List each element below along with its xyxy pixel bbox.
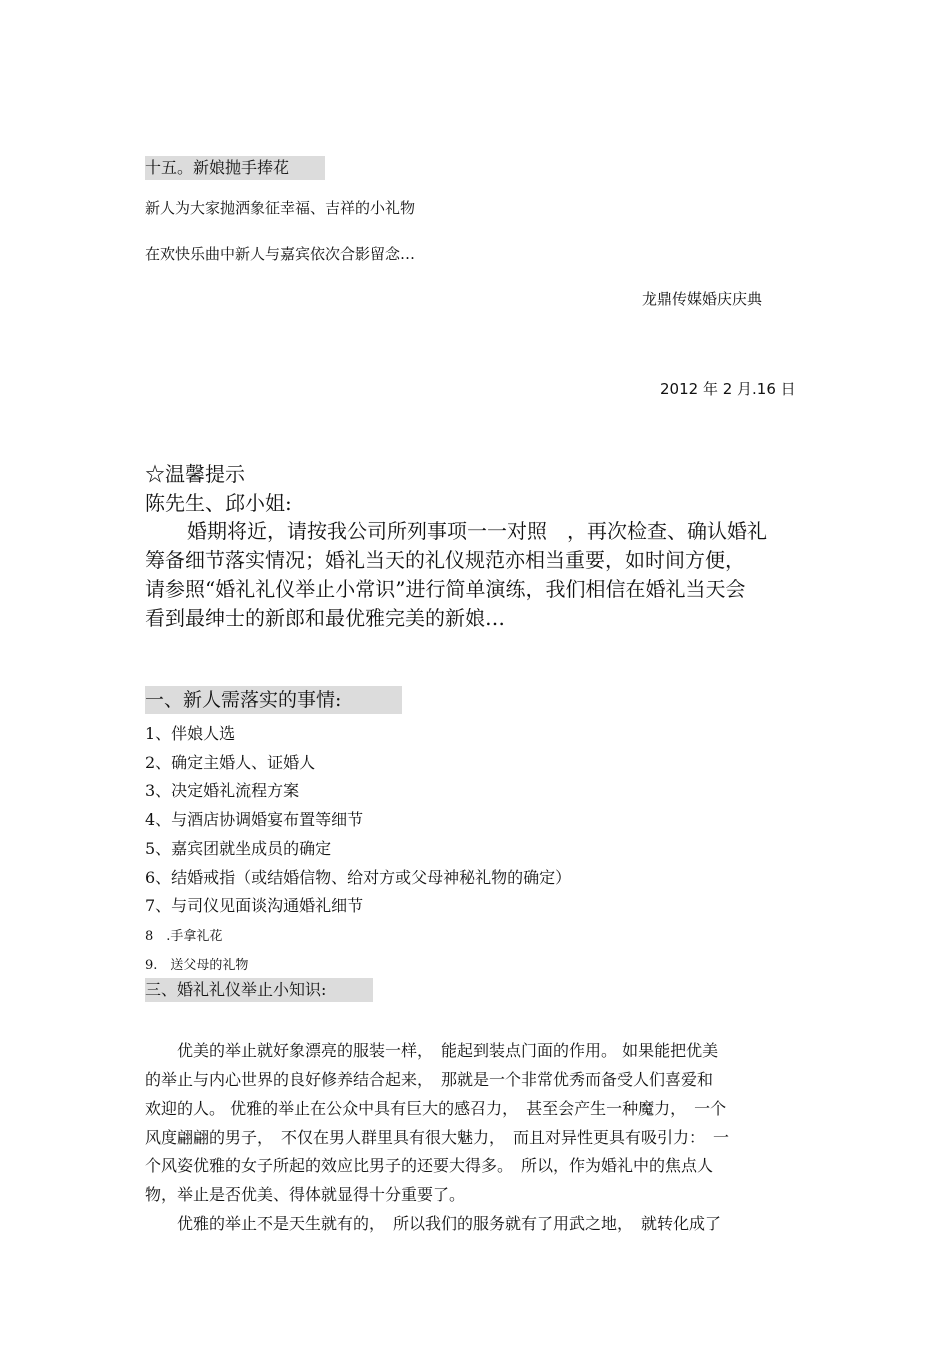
list-item: 3、决定婚礼流程方案 xyxy=(145,781,300,800)
body-line: 个风姿优雅的女子所起的效应比男子的还要大得多。 所以，作为婚礼中的焦点人 xyxy=(145,1156,714,1175)
list-item: 6、结婚戒指（或结婚信物、给对方或父母神秘礼物的确定） xyxy=(145,868,572,887)
list-item: 5、嘉宾团就坐成员的确定 xyxy=(145,839,332,858)
list-item: 1、伴娘人选 xyxy=(145,724,236,743)
reminder-line: 请参照“婚礼礼仪举止小常识”进行简单演练，我们相信在婚礼当天会 xyxy=(145,577,746,601)
document-date: 2012 年 2 月.16 日 xyxy=(660,380,796,398)
reminder-line: 看到最绅士的新郎和最优雅完美的新娘… xyxy=(145,606,505,630)
list-item: 8 .手拿礼花 xyxy=(145,929,223,944)
list-item: 2、确定主婚人、证婚人 xyxy=(145,753,316,772)
list-item: 4、与酒店协调婚宴布置等细节 xyxy=(145,810,364,829)
company-name: 龙鼎传媒婚庆庆典 xyxy=(642,290,763,308)
section1-heading: 一、新人需落实的事情: xyxy=(145,686,402,714)
reminder-line: 婚期将近，请按我公司所列事项一一对照 ，再次检查、确认婚礼 xyxy=(187,519,767,543)
body-line: 物，举止是否优美、得体就显得十分重要了。 xyxy=(145,1185,466,1204)
section15-line1: 新人为大家抛洒象征幸福、吉祥的小礼物 xyxy=(145,199,416,217)
body-line: 优雅的举止不是天生就有的， 所以我们的服务就有了用武之地， 就转化成了 xyxy=(145,1214,722,1233)
list-item: 7、与司仪见面谈沟通婚礼细节 xyxy=(145,896,364,915)
reminder-line: 筹备细节落实情况；婚礼当天的礼仪规范亦相当重要，如时间方便， xyxy=(145,548,745,572)
list-item: 9. 送父母的礼物 xyxy=(145,958,249,973)
body-line: 欢迎的人。 优雅的举止在公众中具有巨大的感召力， 甚至会产生一种魔力， 一个 xyxy=(145,1099,727,1118)
section15-line2: 在欢快乐曲中新人与嘉宾依次合影留念… xyxy=(145,245,416,263)
body-line: 风度翩翩的男子， 不仅在男人群里具有很大魅力， 而且对异性更具有吸引力： 一 xyxy=(145,1128,730,1147)
reminder-greeting: 陈先生、邱小姐: xyxy=(145,491,292,515)
section15-heading: 十五。新娘抛手捧花 xyxy=(145,156,325,180)
body-line: 优美的举止就好象漂亮的服装一样， 能起到装点门面的作用。 如果能把优美 xyxy=(145,1041,719,1060)
body-line: 的举止与内心世界的良好修养结合起来， 那就是一个非常优秀而备受人们喜爱和 xyxy=(145,1070,714,1089)
section3-heading: 三、婚礼礼仪举止小知识: xyxy=(145,978,373,1002)
reminder-title: ☆温馨提示 xyxy=(145,462,245,486)
